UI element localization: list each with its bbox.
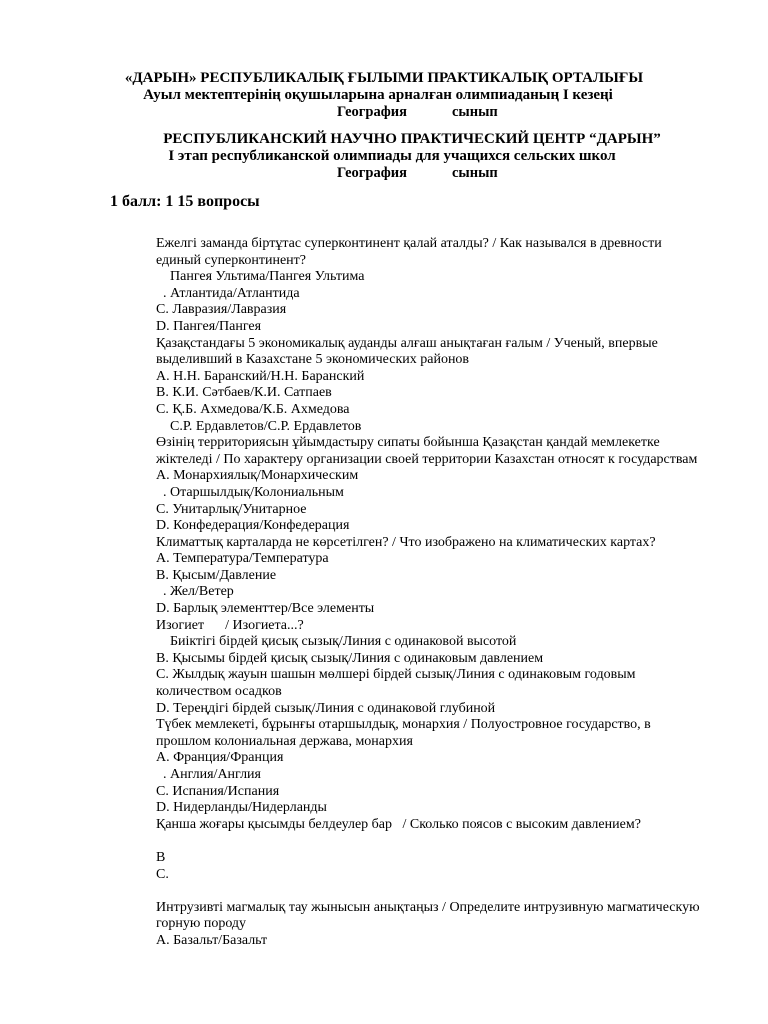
- text-line: количеством осадков: [156, 684, 282, 700]
- text-line: Қанша жоғары қысымды белдеулер бар / Сколько поясов с высоким давлением?: [156, 816, 641, 832]
- text-line: Изогиет / Изогиета...?: [156, 617, 304, 633]
- kz-subject: География: [337, 104, 407, 120]
- ru-subject: География: [337, 165, 407, 181]
- text-line: Қазақстандағы 5 экономикалық ауданды алғаш анықтаған ғалым / Ученый, впервые: [156, 335, 658, 351]
- text-line: C. Жылдық жауын шашын мөлшері бірдей сызық/Линия с одинаковым годовым: [156, 667, 636, 683]
- text-line: Климаттық карталарда не көрсетілген? / Что изображено на климатических картах?: [156, 534, 656, 550]
- text-line: Биіктігі бірдей қисық сызық/Линия с одинаковой высотой: [156, 634, 517, 650]
- text-line: единый суперконтинент?: [156, 252, 306, 268]
- kz-grade: сынып: [452, 104, 498, 120]
- text-line: жіктеледі / По характеру организации своей территории Казахстан относят к государствам: [156, 451, 698, 467]
- text-line: Ежелгі заманда біртұтас суперконтинент қалай аталды? / Как назывался в древности: [156, 236, 662, 251]
- text-line: C. Қ.Б. Ахмедова/К.Б. Ахмедова: [156, 401, 350, 417]
- text-line: C. Унитарлық/Унитарное: [156, 501, 307, 517]
- text-line: [156, 833, 716, 850]
- text-line: . Жел/Ветер: [156, 584, 234, 600]
- text-line: C.: [156, 866, 169, 882]
- text-line: . Атлантида/Атлантида: [156, 285, 300, 301]
- text-line: A. Монархиялық/Монархическим: [156, 468, 359, 484]
- text-line: прошлом колониальная держава, монархия: [156, 733, 413, 749]
- text-line: . Англия/Англия: [156, 767, 261, 782]
- kz-olympiad-subtitle: Ауыл мектептерінің оқушыларына арналған олимпиаданың І кезеңі: [143, 87, 613, 103]
- text-line: B. К.И. Сәтбаев/К.И. Сатпаев: [156, 385, 332, 401]
- text-line: [156, 883, 716, 900]
- text-line: B. Қысымы бірдей қисық сызық/Линия с одинаковым давлением: [156, 650, 544, 666]
- text-line: C.Р. Ердавлетов/С.Р. Ердавлетов: [156, 418, 362, 434]
- ru-grade: сынып: [452, 165, 498, 181]
- text-line: Өзінің территориясын ұйымдастыру сипаты бойынша Қазақстан қандай мемлекетке: [156, 435, 660, 451]
- text-line: Пангея Ультима/Пангея Ультима: [156, 269, 365, 285]
- text-line: . Отаршылдық/Колониальным: [156, 484, 344, 500]
- text-line: D. Пангея/Пангея: [156, 318, 262, 334]
- text-line: B. Қысым/Давление: [156, 567, 277, 583]
- ru-center-title: РЕСПУБЛИКАНСКИЙ НАУЧНО ПРАКТИЧЕСКИЙ ЦЕНТР “ДАРЫН”: [163, 131, 661, 147]
- text-line: D. Тереңдігі бірдей сызық/Линия с одинаковой глубиной: [156, 700, 496, 716]
- text-line: C. Лавразия/Лавразия: [156, 302, 287, 318]
- text-line: A. Франция/Франция: [156, 750, 284, 766]
- text-line: A. Н.Н. Баранский/Н.Н. Баранский: [156, 368, 365, 384]
- text-line: горную породу: [156, 916, 247, 932]
- text-line: D. Конфедерация/Конфедерация: [156, 518, 350, 534]
- text-line: Интрузивті магмалық тау жынысын анықтаңыз / Определите интрузивную магматическую: [156, 899, 700, 915]
- text-line: A. Базальт/Базальт: [156, 932, 268, 948]
- text-line: C. Испания/Испания: [156, 783, 280, 799]
- questions-body: [156, 236, 716, 950]
- text-line: выделивший в Казахстане 5 экономических районов: [156, 352, 470, 368]
- section-title: 1 балл: 1 15 вопросы: [110, 193, 260, 210]
- text-line: D. Нидерланды/Нидерланды: [156, 800, 327, 816]
- text-line: Түбек мемлекеті, бұрынғы отаршылдық, монархия / Полуостровное государство, в: [156, 717, 651, 733]
- text-line: A. Температура/Температура: [156, 551, 329, 567]
- text-line: D. Барлық элементтер/Все элементы: [156, 601, 375, 617]
- text-line: B: [156, 849, 166, 865]
- kz-center-title: «ДАРЫН» РЕСПУБЛИКАЛЫҚ ҒЫЛЫМИ ПРАКТИКАЛЫҚ ОРТАЛЫҒЫ: [124, 70, 644, 86]
- ru-olympiad-subtitle: І этап республиканской олимпиады для учащихся сельских школ: [168, 148, 616, 164]
